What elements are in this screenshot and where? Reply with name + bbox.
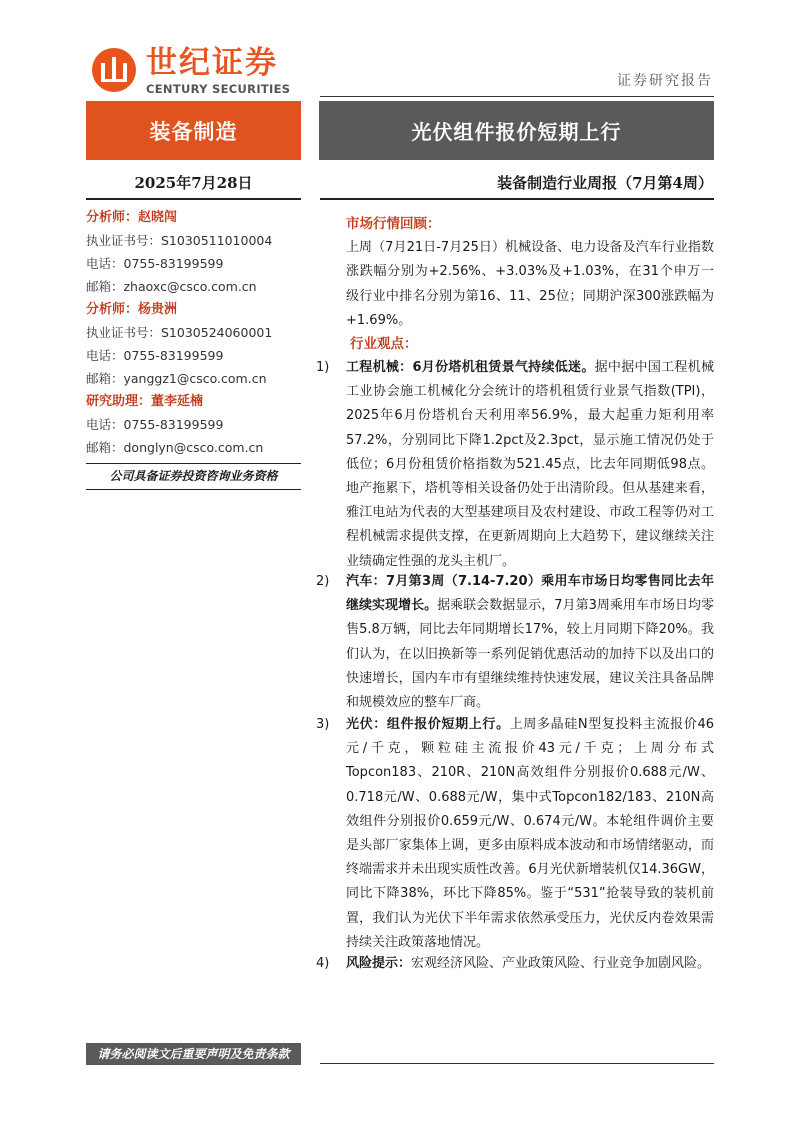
list-item-lead: 风险提示：	[346, 956, 412, 971]
list-item-lead: 工程机械：6月份塔机租赁景气持续低迷。	[346, 360, 595, 375]
list-item-lead: 光伏：组件报价短期上行。	[346, 717, 510, 732]
qualification-note: 公司具备证券投资咨询业务资格	[86, 463, 301, 490]
views-heading-wrap	[350, 332, 718, 356]
view-item-machinery	[316, 356, 714, 574]
analyst-1-phone: 电话：0755-83199599	[86, 256, 224, 271]
analyst-1-cert: 执业证书号：S1030511010004	[86, 233, 273, 248]
header-divider	[320, 96, 714, 97]
list-item-text	[346, 713, 714, 955]
disclaimer-notice[interactable]: 请务必阅读文后重要声明及免责条款	[86, 1043, 301, 1065]
list-item-text	[346, 570, 714, 715]
list-item-body: 据中据中国工程机械工业协会施工机械化分会统计的塔机租赁行业景气指数(TPI)，2025年6月份塔机台天利用率56.9%，最大起重力矩利用率57.2%，分别同比下降1.2pct及2.3pct，显示施工情况仍处于低位；6月份租赁价格指数为521.45点，比去年同期低98点。地产拖累下，塔机等相关设备仍处于出清阶段。但从基建来看，雅江电站为代表的大型基建项目及农村建设、市政工程等仍对工程机械需求提供支撑，在更新周期向上大趋势下，建议继续关注业绩确定性强的龙头主机厂。	[346, 360, 714, 569]
left-divider	[86, 198, 301, 200]
sector-banner: 装备制造	[86, 101, 301, 160]
view-item-risk	[316, 952, 714, 976]
market-review	[346, 212, 714, 333]
report-date: 2025年7月28日	[134, 174, 253, 192]
list-item-text	[346, 952, 714, 976]
footer-divider	[320, 1063, 714, 1064]
logo-chinese-name: 世纪证券	[146, 45, 278, 81]
list-item-body: 上周多晶硅N型复投料主流报价46元/千克，颗粒硅主流报价43元/千克；上周分布式Topcon183、210R、210N高效组件分别报价0.688元/W、0.718元/W、0.688元/W，集中式Topcon182/183、210N高效组件分别报价0.659元/W、0.674元/W。本轮组件调价主要是头部厂家集体上调，更多由原料成本波动和市场情绪驱动，而终端需求并未出现实质性改善。6月光伏新增装机仅14.36GW，同比下降38%，环比下降85%。鉴于“531”抢装导致的装机前置，我们认为光伏下半年需求依然承受压力，光伏反内卷效果需持续关注政策落地情况。	[346, 717, 714, 950]
list-number: 2)	[316, 574, 330, 589]
report-subtitle: 装备制造行业周报（7月第4周）	[497, 174, 713, 192]
assistant-name: 研究助理：董李延楠	[86, 394, 204, 409]
report-type: 证券研究报告	[617, 73, 713, 89]
analyst-2-phone: 电话：0755-83199599	[86, 348, 224, 363]
analyst-1-name: 分析师：赵晓闯	[86, 210, 178, 225]
right-divider	[320, 198, 714, 200]
company-logo-icon	[92, 48, 136, 92]
list-number: 4)	[316, 956, 330, 971]
analyst-info	[86, 206, 301, 459]
logo-english-name: CENTURY SECURITIES	[146, 82, 291, 96]
analyst-2-email[interactable]: 邮箱：yanggz1@csco.com.cn	[86, 371, 267, 386]
report-title: 光伏组件报价短期上行	[319, 101, 714, 160]
analyst-2-cert: 执业证书号：S1030524060001	[86, 325, 273, 340]
analyst-2-name: 分析师：杨贵洲	[86, 302, 178, 317]
list-item-lead: 汽车：7月第3周（7.14-7.20）乘用车市场日均零售同比去年继续实现增长。	[346, 574, 714, 614]
views-heading: 行业观点：	[350, 336, 418, 352]
list-item-body: 宏观经济风险、产业政策风险、行业竞争加剧风险。	[411, 956, 711, 971]
market-review-heading: 市场行情回顾：	[346, 216, 441, 232]
analyst-1-email[interactable]: 邮箱：zhaoxc@csco.com.cn	[86, 279, 257, 294]
assistant-phone: 电话：0755-83199599	[86, 417, 224, 432]
list-item-text	[346, 356, 714, 574]
list-item-body: 据乘联会数据显示，7月第3周乘用车市场日均零售5.8万辆，同比去年同期增长17%，较上月同期下降20%。我们认为，在以旧换新等一系列促销优惠活动的加持下以及出口的快速增长，国内车市有望继续维持快速发展，建议关注具备品牌和规模效应的整车厂商。	[346, 598, 714, 711]
market-review-body: 上周（7月21日-7月25日）机械设备、电力设备及汽车行业指数涨跌幅分别为+2.56%、+3.03%及+1.03%，在31个申万一级行业中排名分别为第16、11、25位；同期沪深300涨跌幅为+1.69%。	[346, 240, 714, 328]
assistant-email[interactable]: 邮箱：donglyn@csco.com.cn	[86, 440, 264, 455]
list-number: 3)	[316, 717, 330, 732]
view-item-pv	[316, 713, 714, 955]
view-item-auto	[316, 570, 714, 715]
list-number: 1)	[316, 360, 330, 375]
